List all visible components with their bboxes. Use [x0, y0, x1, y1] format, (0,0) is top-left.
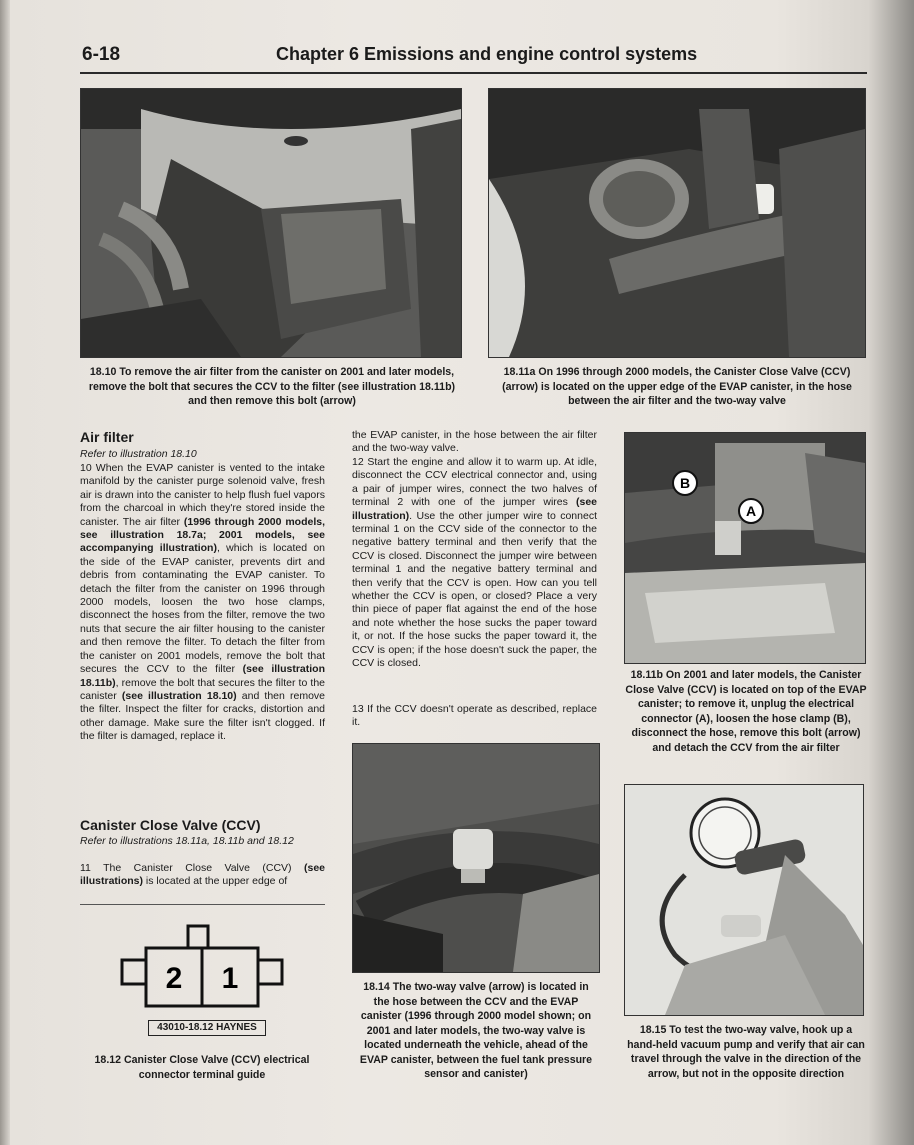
paragraph-13: 13 If the CCV doesn't operate as described, replace it.	[352, 703, 597, 729]
header-rule	[80, 72, 867, 74]
photo-18-15	[624, 784, 864, 1016]
terminal-2-label: 2	[165, 962, 183, 995]
ref-air-filter: Refer to illustration 18.10	[80, 448, 197, 460]
paragraph-12	[352, 456, 597, 671]
label-b: B	[679, 475, 691, 491]
connector-left-lug	[122, 960, 146, 984]
caption-18-15: 18.15 To test the two-way valve, hook up a hand-held vacuum pump and verify that air can travel through the valve in the direction of the arrow, but not in the opposite direction	[627, 1024, 865, 1080]
paragraph-10-text-b: , which is located on the side of the EVAP canister, prevents dirt and debris from contaminating the EVAP canister. To detach the filter from the canister on 1996 through 2000 models, loosen the two hose clamps, disconnect the hoses from the filter, remove the two nuts that secure the air filter housing to the canister and then remove the filter. To detach the filter from the canister on 2001 models, remove the bolt that secures the CCV to the filter	[80, 542, 325, 676]
photo-18-10	[80, 88, 462, 358]
caption-18-11a: 18.11a On 1996 through 2000 models, the Canister Close Valve (CCV) (arrow) is located on the upper edge of the EVAP canister, in the hose between the air filter and the two-way valve	[502, 366, 852, 407]
caption-18-10: 18.10 To remove the air filter from the canister on 2001 and later models, remove the bolt that secures the CCV to the filter (see illustration 18.11b) and then remove this bolt (arrow)	[88, 366, 456, 407]
paragraph-11	[80, 862, 325, 889]
paragraph-10-ref-c: (see illustration 18.10)	[121, 689, 237, 702]
paragraph-10-text-d: and then remove the filter. Inspect the filter for cracks, distortion and other damage. Make sure the filter isn't clogged. If the filter is damaged, replace it.	[80, 689, 326, 743]
connector-tab	[188, 926, 208, 948]
heading-air-filter: Air filter	[80, 429, 134, 445]
paragraph-12-text-b: . Use the other jumper wire to connect terminal 1 on the CCV side of the connector to the negative battery terminal and then verify that the CCV is closed. Disconnect the jumper wire between terminal 1 and the negative battery terminal and then verify that the CCV is open. How can you tell whether the CCV is open, or closed? Place a very thin piece of paper flat against the end of the hose and note whether the hose sucks the paper toward it, or not. If the hose sucks the paper toward it, the CCV is open; if the hose doesn't suck the paper, the CCV is closed.	[352, 509, 597, 670]
chapter-title: Chapter 6 Emissions and engine control systems	[276, 44, 698, 64]
photo-18-11b	[624, 432, 866, 664]
terminal-1-label: 1	[221, 962, 239, 995]
caption-18-14: 18.14 The two-way valve (arrow) is located in the hose between the CCV and the EVAP canister (1996 through 2000 model shown; on 2001 and later models, the two-way valve is located underneath the vehicle, ahead of the EVAP canister, between the fuel tank pressure sensor and canister)	[359, 981, 593, 1080]
label-a: A	[745, 503, 757, 519]
paragraph-11-text-b: is located at the upper edge of	[143, 875, 288, 888]
diagram-rule	[80, 904, 325, 905]
caption-18-12: 18.12 Canister Close Valve (CCV) electrical connector terminal guide	[94, 1054, 310, 1081]
connector-right-lug	[258, 960, 282, 984]
photo-18-11a	[488, 88, 866, 358]
paragraph-11-ref: (see illustrations)	[80, 862, 325, 888]
ref-ccv: Refer to illustrations 18.11a, 18.11b and 18.12	[80, 835, 294, 847]
paragraph-12-ref: (see illustration)	[352, 496, 597, 522]
paragraph-10-ref-a: (1996 through 2000 models, see illustration 18.7a; 2001 models, see accompanying illustration)	[80, 515, 325, 555]
paragraph-10-ref-b: (see illustration 18.11b)	[80, 663, 325, 689]
paragraph-12-text-a: 12 Start the engine and allow it to warm up. At idle, disconnect the CCV electrical connector and, using a pair of jumper wires, connect the two halves of terminal 2 with one of the jumper wires	[352, 456, 597, 509]
paragraph-10-text-c: , remove the bolt that secures the filter to the canister	[80, 676, 325, 702]
haynes-ref-code: 43010-18.12 HAYNES	[148, 1020, 266, 1036]
paragraph-10	[80, 462, 325, 744]
paragraph-11-text-a: 11 The Canister Close Valve (CCV)	[80, 862, 304, 874]
heading-ccv: Canister Close Valve (CCV)	[80, 817, 261, 833]
paragraph-10-text-a: 10 When the EVAP canister is vented to the intake manifold by the canister purge solenoid valve, fresh air is drawn into the canister to help flush fuel vapors from the charcoal in which they're stored inside the canister. The air filter	[80, 462, 325, 528]
caption-18-11b: 18.11b On 2001 and later models, the Canister Close Valve (CCV) is located on top of the EVAP canister; to remove it, unplug the electrical connector (A), loosen the hose clamp (B), disconnect the hose, remove this bolt (arrow) and detach the CCV from the air filter	[625, 669, 867, 754]
page-spine	[0, 0, 10, 1145]
paragraph-11-cont: the EVAP canister, in the hose between the air filter and the two-way valve.	[352, 429, 597, 455]
page-number: 6-18	[82, 44, 121, 65]
photo-18-14	[352, 743, 600, 973]
